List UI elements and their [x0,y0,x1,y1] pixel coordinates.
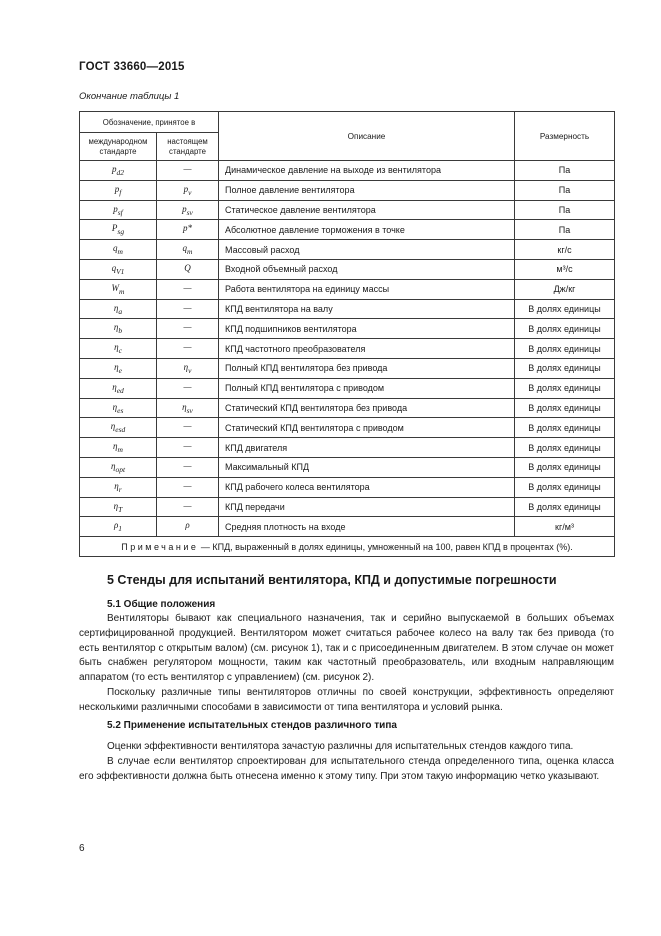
symbol-subscript: e [118,365,122,375]
symbol-international [80,477,157,497]
symbol-base: — [183,500,192,511]
description-cell: Средняя плотность на входе [219,517,515,537]
symbol-national [157,378,219,398]
symbol-subscript: m [117,246,123,256]
symbol-subscript: r [118,484,122,494]
symbol-base: η [183,361,189,372]
symbol-national [157,279,219,299]
header-national-standard: настоящем стандарте [157,133,219,161]
symbol-base: — [183,322,192,333]
subsection-5-2-title: 5.2 Применение испытательных стендов различного типа [107,720,397,731]
table-row [80,378,615,398]
symbol-base: η [113,302,119,313]
symbol-base: η [112,381,117,392]
description-cell: Максимальный КПД [219,457,515,477]
symbol-base: η [113,441,118,452]
description-cell: КПД подшипников вентилятора [219,319,515,339]
table-caption: Окончание таблицы 1 [79,91,180,102]
header-designation-group: Обозначение, принятое в [80,112,219,133]
symbol-base: q [182,243,188,254]
table-row [80,398,615,418]
section-5-title: 5 Стенды для испытаний вентилятора, КПД и допустимые погрешности [107,573,557,587]
unit-cell: кг/с [515,240,615,260]
unit-cell: В долях единицы [515,358,615,378]
symbol-national [157,180,219,200]
description-cell: Статическое давление вентилятора [219,200,515,220]
symbol-base: — [183,164,192,174]
unit-cell: кг/м³ [515,517,615,537]
symbol-national [157,398,219,418]
symbol-international [80,517,157,537]
page-number: 6 [79,843,85,854]
document-code: ГОСТ 33660—2015 [79,61,185,73]
table-row [80,497,615,517]
unit-cell: В долях единицы [515,339,615,359]
symbol-national [157,220,219,240]
unit-cell: Па [515,161,615,181]
symbol-base: q [111,262,117,273]
description-cell: Статический КПД вентилятора без привода [219,398,515,418]
table-row [80,259,615,279]
symbol-international [80,457,157,477]
symbol-subscript: V1 [116,266,125,276]
table-row [80,279,615,299]
symbol-international [80,398,157,418]
unit-cell: Па [515,180,615,200]
symbol-base: p* [183,223,192,234]
symbol-national [157,240,219,260]
description-cell: Статический КПД вентилятора с приводом [219,418,515,438]
symbol-base: ρ [185,520,190,531]
symbol-national [157,497,219,517]
table-row [80,220,615,240]
symbol-international [80,161,157,181]
symbol-national [157,299,219,319]
symbol-subscript: d2 [116,167,124,177]
description-cell: Полный КПД вентилятора с приводом [219,378,515,398]
symbol-international [80,220,157,240]
symbol-base: η [182,401,187,412]
symbol-base: η [113,500,119,511]
unit-cell: Па [515,220,615,240]
symbol-base: p [183,183,189,194]
description-cell: КПД рабочего колеса вентилятора [219,477,515,497]
subsection-5-2-body [79,740,614,784]
symbol-national [157,339,219,359]
symbol-subscript: es [117,405,124,415]
unit-cell: В долях единицы [515,418,615,438]
symbol-base: — [183,302,192,313]
unit-cell: В долях единицы [515,477,615,497]
symbol-base: p [113,203,118,214]
table-row [80,477,615,497]
symbol-national [157,358,219,378]
symbol-international [80,497,157,517]
subsection-5-1-title: 5.1 Общие положения [107,599,216,610]
table-row [80,358,615,378]
symbol-base: η [110,421,116,432]
unit-cell: В долях единицы [515,438,615,458]
description-cell: Полное давление вентилятора [219,180,515,200]
symbol-subscript: v [188,187,192,197]
symbol-subscript: f [119,187,122,197]
symbol-base: — [183,342,192,353]
symbol-international [80,438,157,458]
symbol-base: η [110,460,116,471]
symbol-national [157,517,219,537]
symbol-base: η [114,480,119,491]
symbol-international [80,418,157,438]
symbol-national [157,418,219,438]
unit-cell: м³/с [515,259,615,279]
symbol-national [157,457,219,477]
table-row [80,200,615,220]
description-cell: Работа вентилятора на единицу массы [219,279,515,299]
symbol-national [157,161,219,181]
symbol-base: — [183,460,192,471]
symbol-subscript: sf [117,207,123,217]
subsection-5-1-body [79,612,614,716]
description-cell: Массовый расход [219,240,515,260]
unit-cell: В долях единицы [515,457,615,477]
note-text: — КПД, выраженный в долях единицы, умноженный на 100, равен КПД в процентах (%). [198,541,573,552]
table-row [80,457,615,477]
table-row [80,240,615,260]
symbol-base: P [111,223,118,234]
symbol-subscript: a [118,306,123,316]
symbol-subscript: sv [186,207,193,217]
description-cell: КПД частотного преобразователя [219,339,515,359]
description-cell: Входной объемный расход [219,259,515,279]
symbol-subscript: sg [117,227,125,237]
symbol-international [80,240,157,260]
symbol-international [80,378,157,398]
symbols-table [79,111,615,557]
symbol-base: Q [184,262,191,273]
symbol-international [80,339,157,359]
symbol-international [80,319,157,339]
symbol-international [80,259,157,279]
symbol-base: p [114,183,120,194]
symbol-subscript: v [188,365,192,375]
header-international-standard: международном стандарте [80,133,157,161]
symbol-base: η [113,322,119,333]
description-cell: КПД передачи [219,497,515,517]
unit-cell: В долях единицы [515,299,615,319]
symbol-base: η [114,361,119,372]
symbol-base: W [111,282,120,293]
table-row [80,339,615,359]
symbol-subscript: c [118,345,122,355]
table-body [80,161,615,537]
symbol-subscript: ed [116,385,124,395]
symbol-international [80,299,157,319]
symbol-national [157,438,219,458]
symbol-base: — [183,381,192,392]
header-description: Описание [219,112,515,161]
unit-cell: Дж/кг [515,279,615,299]
table-row [80,180,615,200]
symbol-base: — [183,441,192,452]
note-label: Примечание [121,541,199,552]
unit-cell: В долях единицы [515,398,615,418]
table-note [80,537,615,557]
symbol-subscript: 1 [118,524,123,534]
table-row [80,438,615,458]
symbol-international [80,180,157,200]
symbol-subscript: sv [186,405,193,415]
table-row [80,418,615,438]
symbol-international [80,279,157,299]
description-cell: Абсолютное давление торможения в точке [219,220,515,240]
paragraph: Оценки эффективности вентилятора зачастую различны для испытательных стендов каждого типа. [107,741,574,752]
symbol-subscript: m [119,286,125,296]
symbol-base: q [113,243,118,254]
symbol-base: p [182,203,187,214]
description-cell: Полный КПД вентилятора без привода [219,358,515,378]
description-cell: КПД вентилятора на валу [219,299,515,319]
symbol-national [157,200,219,220]
paragraph: Поскольку различные типы вентиляторов отличны по своей конструкции, эффективность определяют несколькими различными способами в зависимости от типа вентилятора и условий рынка. [79,686,614,713]
table-row [80,161,615,181]
description-cell: КПД двигателя [219,438,515,458]
symbol-national [157,259,219,279]
symbol-base: — [183,282,192,293]
symbol-subscript: opt [115,464,126,474]
symbol-base: ρ [113,520,119,531]
symbol-subscript: m [117,444,123,454]
unit-cell: Па [515,200,615,220]
table-row [80,319,615,339]
symbol-international [80,358,157,378]
symbol-subscript: esd [115,425,126,435]
symbol-base: p [112,164,117,174]
table-row [80,299,615,319]
symbol-base: η [112,401,118,412]
symbol-base: η [114,342,119,353]
unit-cell: В долях единицы [515,378,615,398]
symbol-subscript: T [118,504,123,514]
paragraph: В случае если вентилятор спроектирован для испытательного стенда определенного типа, оценка класса его эффективности должна быть отнесена именно к этому типу. При этом такую информацию четко указывают. [79,755,614,782]
symbol-subscript: b [118,326,123,336]
symbol-base: — [183,480,192,491]
symbol-base: — [183,421,192,432]
symbol-national [157,319,219,339]
table-row [80,517,615,537]
paragraph: Вентиляторы бывают как специального назначения, так и серийно выпускаемой в больших объемах сертифицированной продукцией. Вентилятором может считаться рабочее колесо на валу так без привода (то есть вентилятор с открытым валом) (см. рисунок 1), так и с присоединенным двигателем. В этом случае он может быть снабжен регулятором мощности, таким как частотный преобразователь, или входным направляющим аппаратом (то есть вентилятор с управлением) (см. рисунок 2). [79,613,614,684]
header-unit: Размерность [515,112,615,161]
description-cell: Динамическое давление на выходе из вентилятора [219,161,515,181]
symbol-subscript: m [187,246,193,256]
unit-cell: В долях единицы [515,319,615,339]
symbol-national [157,477,219,497]
symbol-international [80,200,157,220]
unit-cell: В долях единицы [515,497,615,517]
